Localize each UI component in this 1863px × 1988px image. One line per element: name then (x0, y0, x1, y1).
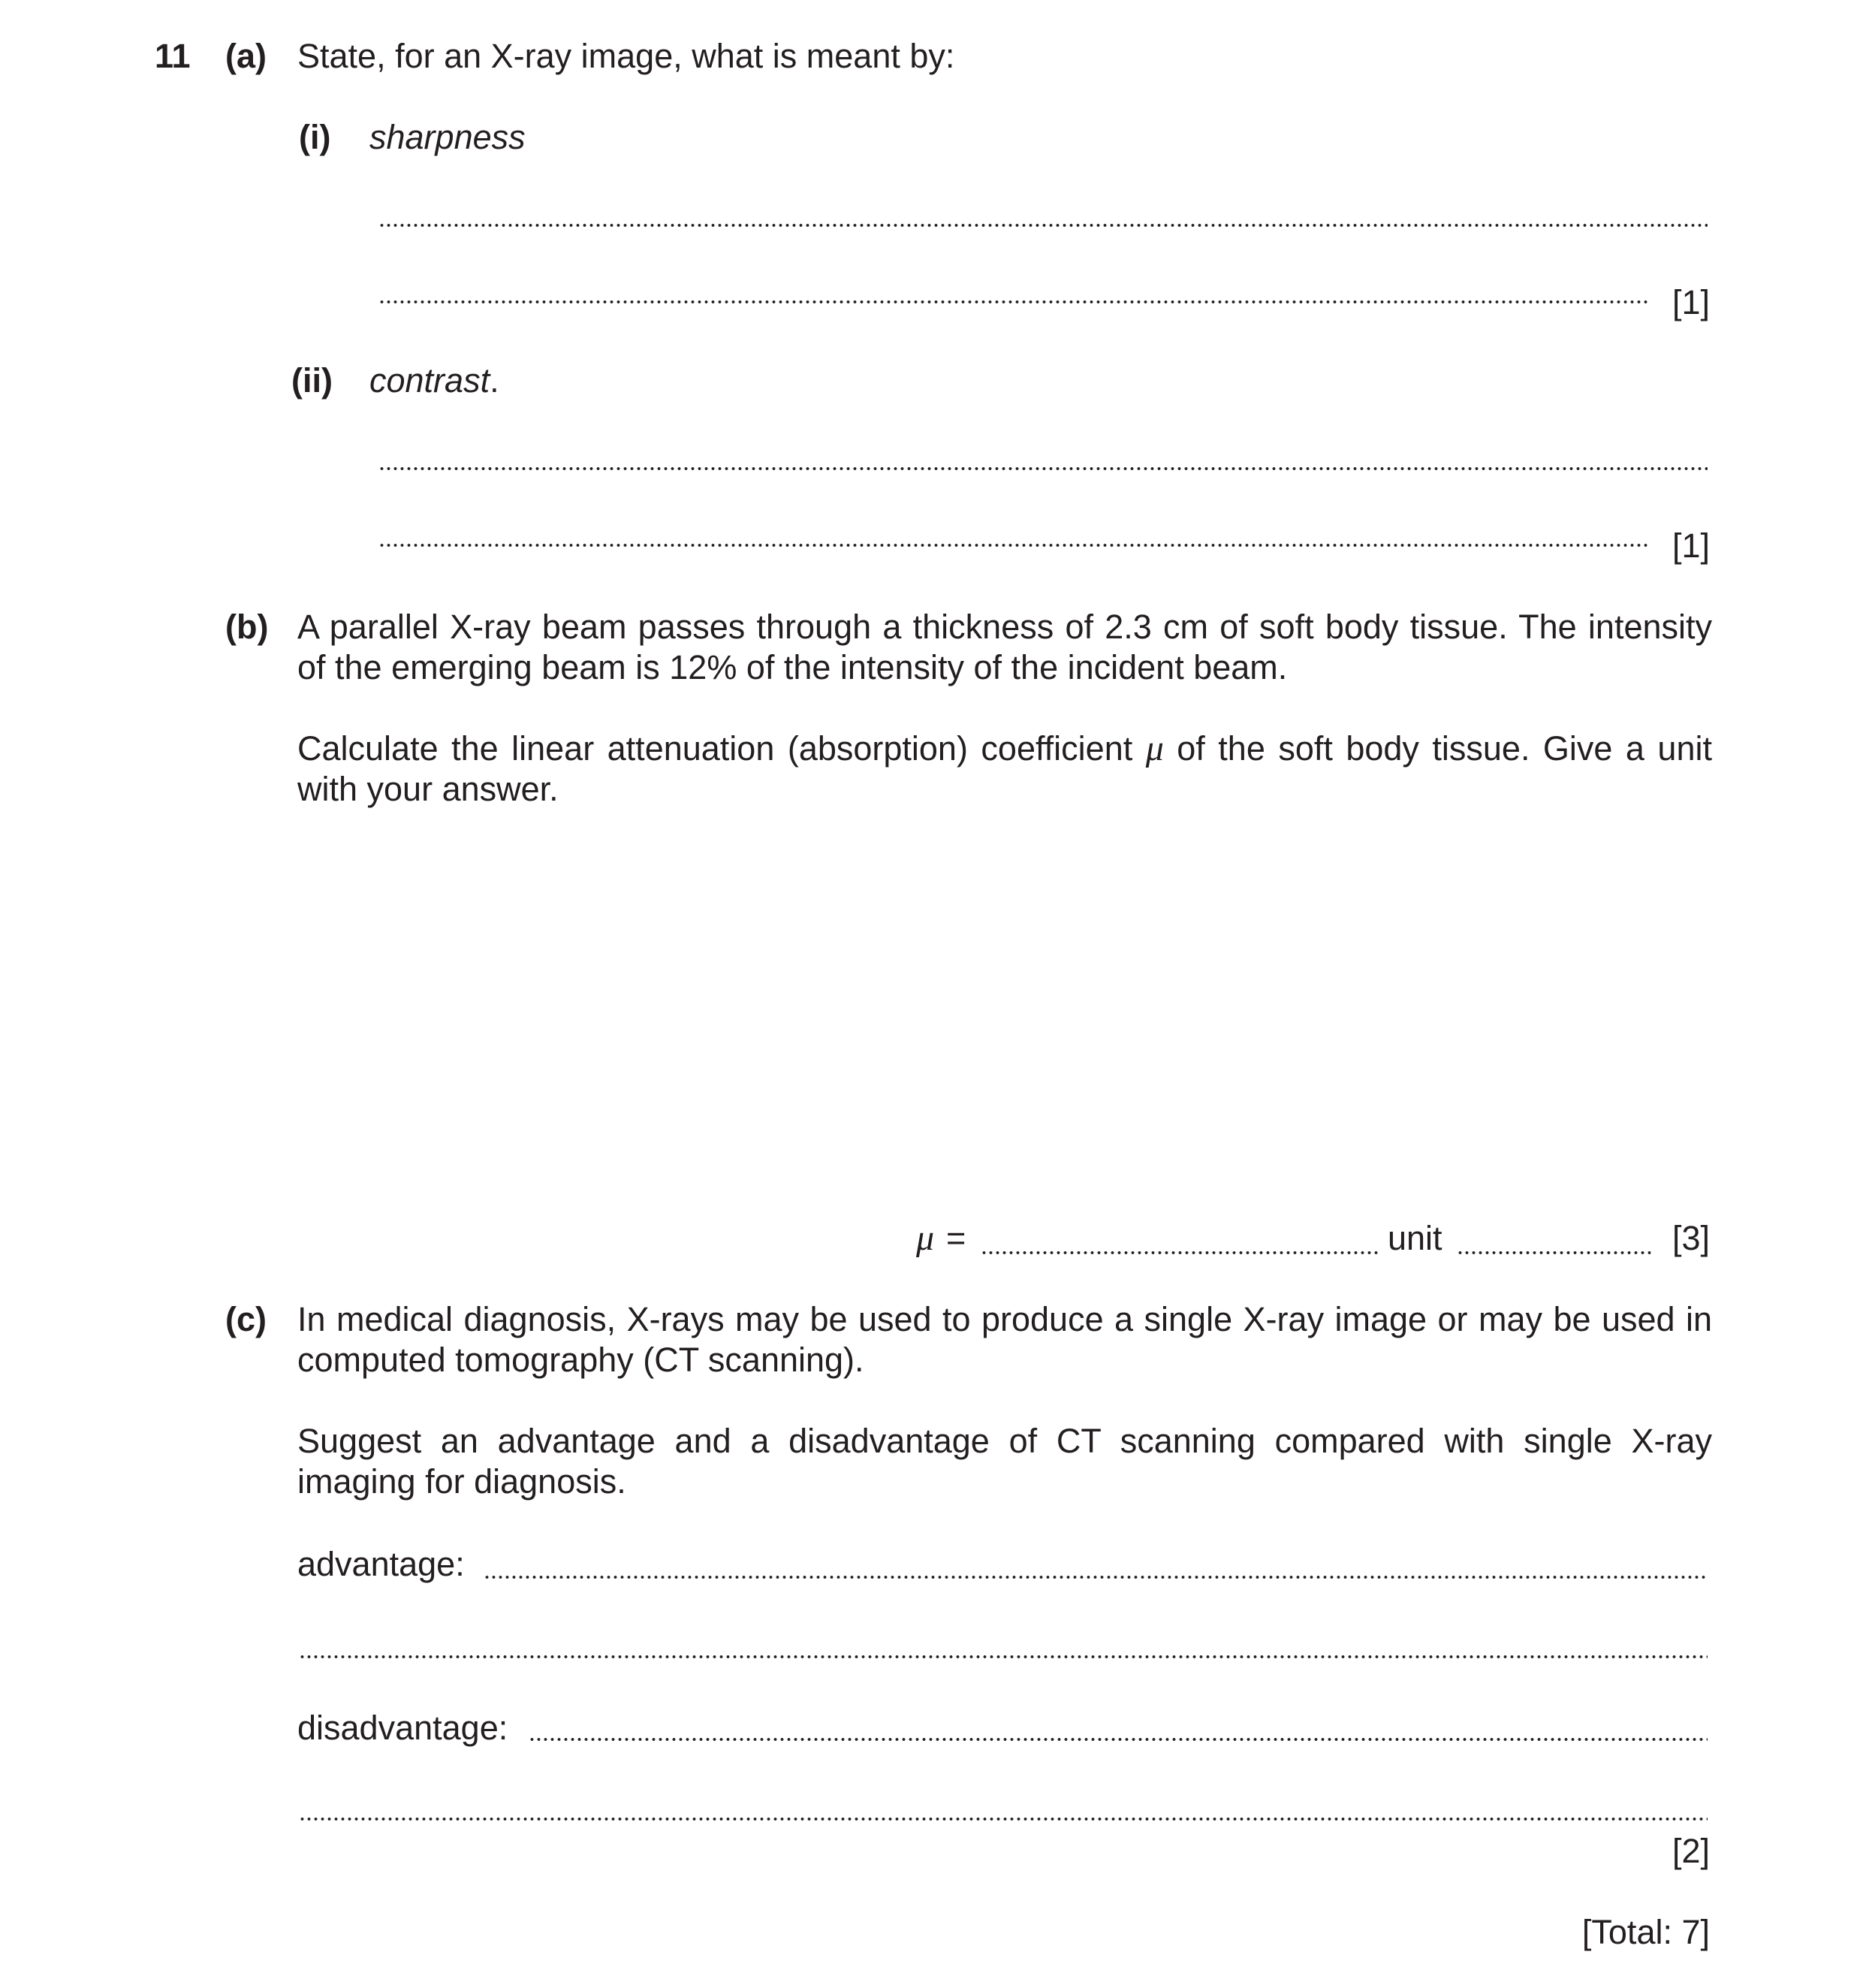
answer-equals: = (946, 1219, 966, 1257)
unit-input[interactable] (1457, 1250, 1653, 1256)
total-marks: [Total: 7] (1581, 1913, 1710, 1951)
answer-line-ii-2[interactable] (378, 542, 1647, 548)
part-b-label: (b) (225, 608, 269, 646)
part-b-text-2 (297, 729, 1712, 810)
advantage-line-1[interactable] (484, 1574, 1708, 1580)
mu-value-input[interactable] (981, 1250, 1379, 1256)
sub-ii-label: (ii) (291, 361, 333, 400)
sub-i-term: sharpness (369, 118, 526, 156)
answer-mu-symbol: μ (916, 1218, 935, 1258)
mu-symbol: μ (1145, 729, 1164, 768)
part-b-text-1: A parallel X-ray beam passes through a thickness of 2.3 cm of soft body tissue. The intensity of the emerging beam is 12% of the intensity of the incident beam. (297, 608, 1712, 686)
answer-line-i-1[interactable] (378, 222, 1708, 228)
part-c-label: (c) (225, 1300, 267, 1338)
part-b-text-2-before: Calculate the linear attenuation (absorption) coefficient (297, 729, 1146, 768)
part-c-text-2: Suggest an advantage and a disadvantage of CT scanning compared with single X-ray imaging for diagnosis. (297, 1422, 1712, 1501)
marks-ii: [1] (1672, 526, 1710, 565)
sub-ii-term: contrast (369, 361, 490, 400)
sub-ii-term-suffix: . (490, 361, 499, 400)
part-b-text-2-after: of the soft body tissue. Give a unit with your answer. (297, 729, 1712, 808)
advantage-line-2[interactable] (299, 1654, 1708, 1660)
answer-line-ii-1[interactable] (378, 466, 1708, 472)
disadvantage-line-1[interactable] (529, 1736, 1708, 1742)
marks-b: [3] (1672, 1219, 1710, 1257)
answer-line-i-2[interactable] (378, 299, 1647, 305)
part-a-stem: State, for an X-ray image, what is meant by: (297, 37, 955, 75)
disadvantage-line-2[interactable] (299, 1816, 1708, 1822)
sub-ii-term-wrap (369, 360, 499, 401)
sub-i-label: (i) (299, 118, 331, 156)
question-number: 11 (155, 37, 191, 75)
part-a-label: (a) (225, 37, 267, 75)
marks-i: [1] (1672, 283, 1710, 321)
part-c-text-1: In medical diagnosis, X-rays may be used to produce a single X-ray image or may be used in computed tomography (CT scanning). (297, 1300, 1712, 1379)
advantage-label: advantage: (297, 1545, 465, 1583)
unit-label: unit (1388, 1219, 1442, 1257)
marks-c: [2] (1672, 1832, 1710, 1870)
disadvantage-label: disadvantage: (297, 1709, 508, 1747)
